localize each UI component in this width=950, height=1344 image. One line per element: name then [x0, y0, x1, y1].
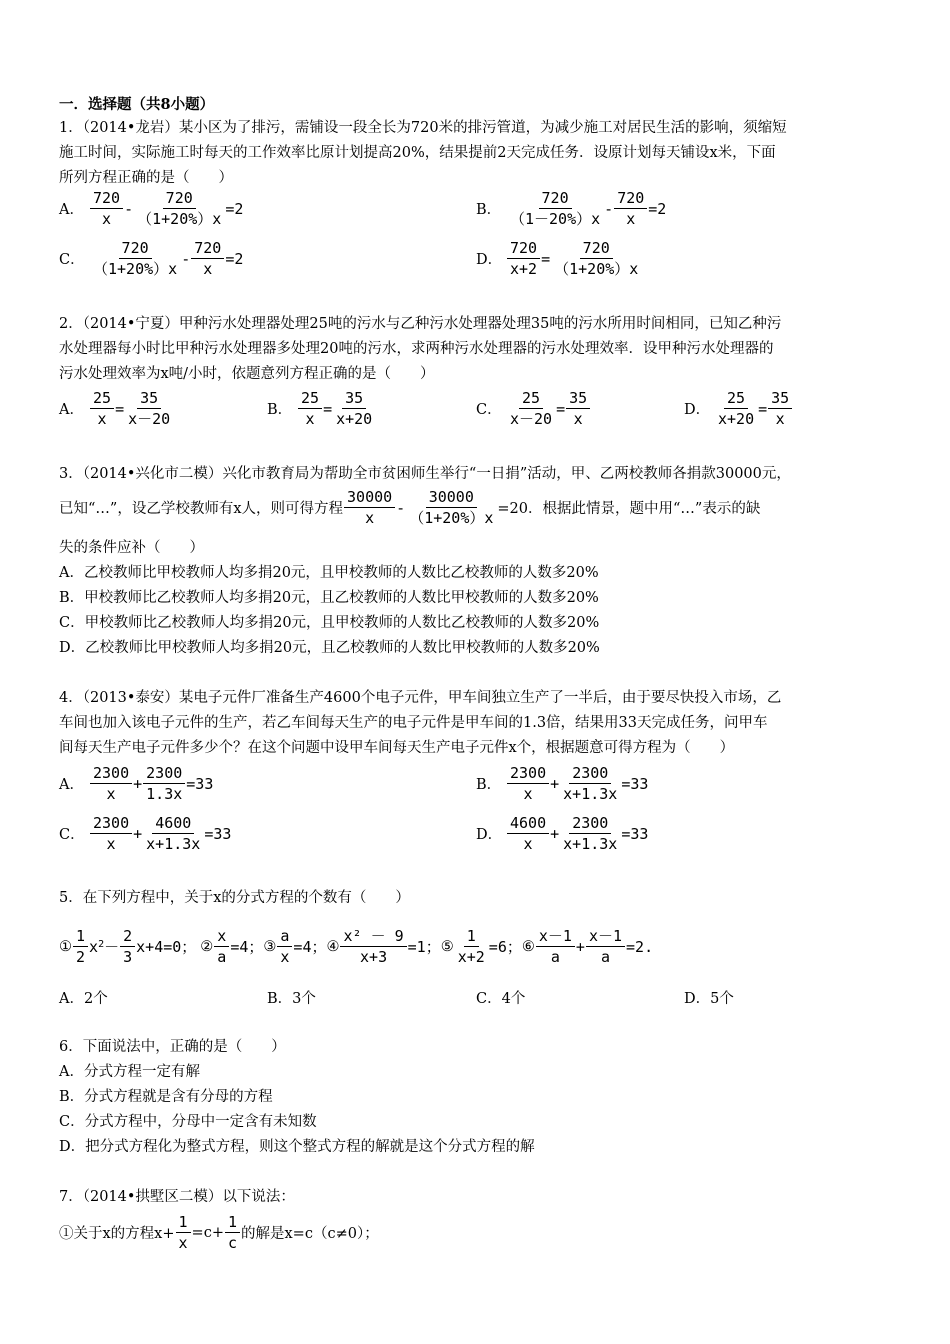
option-label: D．	[476, 252, 503, 268]
q6-option-a[interactable]: A．分式方程一定有解	[59, 1064, 200, 1080]
q5-option-c[interactable]: C．4个	[476, 991, 526, 1007]
q2-option-b[interactable]: B． $\frac{25}{x}$ = $\frac{35}{x+20}$	[267, 389, 376, 428]
fraction: $\frac{1}{c}$	[225, 1213, 240, 1252]
q6-text-line: 6．下面说法中，正确的是（ ）	[59, 1039, 286, 1055]
q5-text-line: 5．在下列方程中，关于x的分式方程的个数有（ ）	[59, 890, 410, 906]
q1-option-d[interactable]: D． $\frac{720}{x+2}$ = $\frac{720}{(1+20\%)x}$	[476, 239, 642, 278]
q3-text-line: 3．（2014•兴化市二模）兴化市教育局为帮助全市贫困师生举行“一日捐”活动，甲、乙两校教师各捐款30000元，	[59, 466, 791, 482]
q5-option-b[interactable]: B．3个	[267, 991, 316, 1007]
q2-option-c[interactable]: C． $\frac{25}{x-20}$ = $\frac{35}{x}$	[476, 389, 591, 428]
option-label: A．	[59, 202, 84, 218]
fraction: $\frac{2300}{x}$	[507, 764, 549, 803]
q4-text-line: 间每天生产电子元件多少个？在这个问题中设甲车间每天生产电子元件x个，根据题意可得方程为（ ）	[59, 740, 735, 756]
fraction: $\frac{\text{x² － 9}}{x+3}$	[340, 927, 406, 966]
q6-option-c[interactable]: C．分式方程中，分母中一定含有未知数	[59, 1114, 317, 1130]
option-label: C．	[59, 252, 85, 268]
q3-option-b[interactable]: B．甲校教师比乙校教师人均多捐20元，且乙校教师的人数比甲校教师的人数多20%	[59, 590, 599, 606]
fraction: $\frac{2300}{x}$	[90, 764, 132, 803]
q2-text-line: 2．（2014•宁夏）甲种污水处理器处理25吨的污水与乙种污水处理器处理35吨的污水所用时间相同，已知乙种污	[59, 316, 782, 332]
fraction: $\frac{4600}{x+1.3x}$	[146, 814, 201, 853]
q1-option-a[interactable]: A． $\frac{720}{x}$ - $\frac{720}{(1+20\%)x}$ =2	[59, 189, 244, 228]
fraction: $\frac{720}{(1+20\%)x}$	[93, 239, 178, 278]
fraction: $\frac{25}{x}$	[90, 389, 114, 428]
fraction: $\frac{x-1}{a}$	[536, 927, 575, 966]
option-label: B．	[476, 202, 502, 218]
q2-option-a[interactable]: A． $\frac{25}{x}$ = $\frac{35}{x-20}$	[59, 389, 174, 428]
fraction: $\frac{35}{x+20}$	[336, 389, 373, 428]
q7-text-line: 7．（2014•拱墅区二模）以下说法：	[59, 1189, 295, 1205]
fraction: $\frac{2300}{x}$	[90, 814, 132, 853]
fraction: $\frac{720}{(1-20\%)x}$	[510, 189, 601, 228]
q2-text-line: 污水处理效率为x吨/小时，依题意列方程正确的是（ ）	[59, 366, 435, 382]
fraction: $\frac{2300}{x+1.3x}$	[563, 814, 618, 853]
fraction: $\frac{a}{x}$	[277, 927, 292, 966]
q1-text-line: 施工时间，实际施工时每天的工作效率比原计划提高20%，结果提前2天完成任务．设原计划每天铺设x米，下面	[59, 145, 776, 161]
fraction: $\frac{4600}{x}$	[507, 814, 549, 853]
fraction: $\frac{25}{x-20}$	[510, 389, 553, 428]
q5-option-a[interactable]: A．2个	[59, 991, 108, 1007]
q4-option-a[interactable]: A． $\frac{2300}{x}$ + $\frac{2300}{1.3x}$ =33	[59, 764, 214, 803]
q3-equation-line: 已知“…”，设乙学校教师有x人，则可得方程 $\frac{30000}{x}$ - $\frac{30000}{(1+20\%)x}$ =20．根据此情景，题中用“…”表示的缺	[59, 488, 761, 527]
fraction: $\frac{35}{x}$	[566, 389, 590, 428]
q5-option-d[interactable]: D．5个	[684, 991, 734, 1007]
q3-option-a[interactable]: A．乙校教师比甲校教师人均多捐20元，且甲校教师的人数比乙校教师的人数多20%	[59, 565, 599, 581]
fraction: $\frac{720}{x}$	[191, 239, 224, 278]
fraction: $\frac{2}{3}$	[120, 927, 135, 966]
fraction: $\frac{35}{x}$	[768, 389, 792, 428]
fraction: $\frac{30000}{x}$	[344, 488, 395, 527]
q1-text-line: 所列方程正确的是（ ）	[59, 170, 233, 186]
q2-text-line: 水处理器每小时比甲种污水处理器多处理20吨的污水，求两种污水处理器的污水处理效率．设甲种污水处理器的	[59, 341, 774, 357]
fraction: $\frac{720}{x+2}$	[507, 239, 540, 278]
fraction: $\frac{2300}{1.3x}$	[143, 764, 185, 803]
fraction: $\frac{1}{x+2}$	[457, 927, 485, 966]
fraction: $\frac{x-1}{a}$	[586, 927, 625, 966]
fraction: $\frac{35}{x-20}$	[128, 389, 171, 428]
q7-statement-1: ①关于x的方程x+ $\frac{1}{x}$ =c+ $\frac{1}{c}$ 的解是x=c（c≠0）；	[59, 1213, 379, 1252]
fraction: $\frac{1}{2}$	[73, 927, 88, 966]
fraction: $\frac{720}{x}$	[614, 189, 647, 228]
fraction: $\frac{720}{(1+20\%)x}$	[137, 189, 222, 228]
q1-text-line: 1．（2014•龙岩）某小区为了排污，需铺设一段全长为720米的排污管道，为减少施工对居民生活的影响，须缩短	[59, 120, 787, 136]
q3-text-line: 失的条件应补（ ）	[59, 540, 204, 556]
section-title: 一．选择题（共8小题）	[59, 96, 215, 113]
q4-option-c[interactable]: C． $\frac{2300}{x}$ + $\frac{4600}{x+1.3x}$ =33	[59, 814, 232, 853]
fraction: $\frac{x}{a}$	[214, 927, 229, 966]
q6-option-b[interactable]: B．分式方程就是含有分母的方程	[59, 1089, 273, 1105]
q5-equations-line: ① $\frac{1}{2}$ x $^2$ － $\frac{2}{3}$ x+4=0； ② $\frac{x}{a}$ =4； ③ $\frac{a}{x}$ =4； ④ $\frac{\text{x² － 9}}{x+3}$ =1； ⑤ $\frac{1}{x+2}$ =6； ⑥ $\frac{x-1}{a}$ + $\frac{x-1}{a}$ =2.	[59, 927, 654, 966]
fraction: $\frac{2300}{x+1.3x}$	[563, 764, 618, 803]
q1-option-c[interactable]: C． $\frac{720}{(1+20\%)x}$ - $\frac{720}{x}$ =2	[59, 239, 244, 278]
q4-text-line: 4．（2013•泰安）某电子元件厂准备生产4600个电子元件，甲车间独立生产了一半后，由于要尽快投入市场，乙	[59, 690, 782, 706]
q1-option-b[interactable]: B． $\frac{720}{(1-20\%)x}$ - $\frac{720}{x}$ =2	[476, 189, 667, 228]
q3-option-c[interactable]: C．甲校教师比乙校教师人均多捐20元，且甲校教师的人数比乙校教师的人数多20%	[59, 615, 600, 631]
fraction: $\frac{1}{x}$	[176, 1213, 191, 1252]
fraction: $\frac{25}{x+20}$	[718, 389, 755, 428]
q4-option-d[interactable]: D． $\frac{4600}{x}$ + $\frac{2300}{x+1.3x}$ =33	[476, 814, 649, 853]
q4-text-line: 车间也加入该电子元件的生产，若乙车间每天生产的电子元件是甲车间的1.3倍，结果用33天完成任务，问甲车	[59, 715, 768, 731]
fraction: $\frac{25}{x}$	[298, 389, 322, 428]
q3-option-d[interactable]: D．乙校教师比甲校教师人均多捐20元，且乙校教师的人数比甲校教师的人数多20%	[59, 640, 600, 656]
fraction: $\frac{720}{x}$	[90, 189, 123, 228]
q2-option-d[interactable]: D． $\frac{25}{x+20}$ = $\frac{35}{x}$	[684, 389, 793, 428]
fraction: $\frac{720}{(1+20\%)x}$	[554, 239, 639, 278]
q4-option-b[interactable]: B． $\frac{2300}{x}$ + $\frac{2300}{x+1.3x}$ =33	[476, 764, 649, 803]
q6-option-d[interactable]: D．把分式方程化为整式方程，则这个整式方程的解就是这个分式方程的解	[59, 1139, 535, 1155]
fraction: $\frac{30000}{(1+20\%)x}$	[409, 488, 494, 527]
